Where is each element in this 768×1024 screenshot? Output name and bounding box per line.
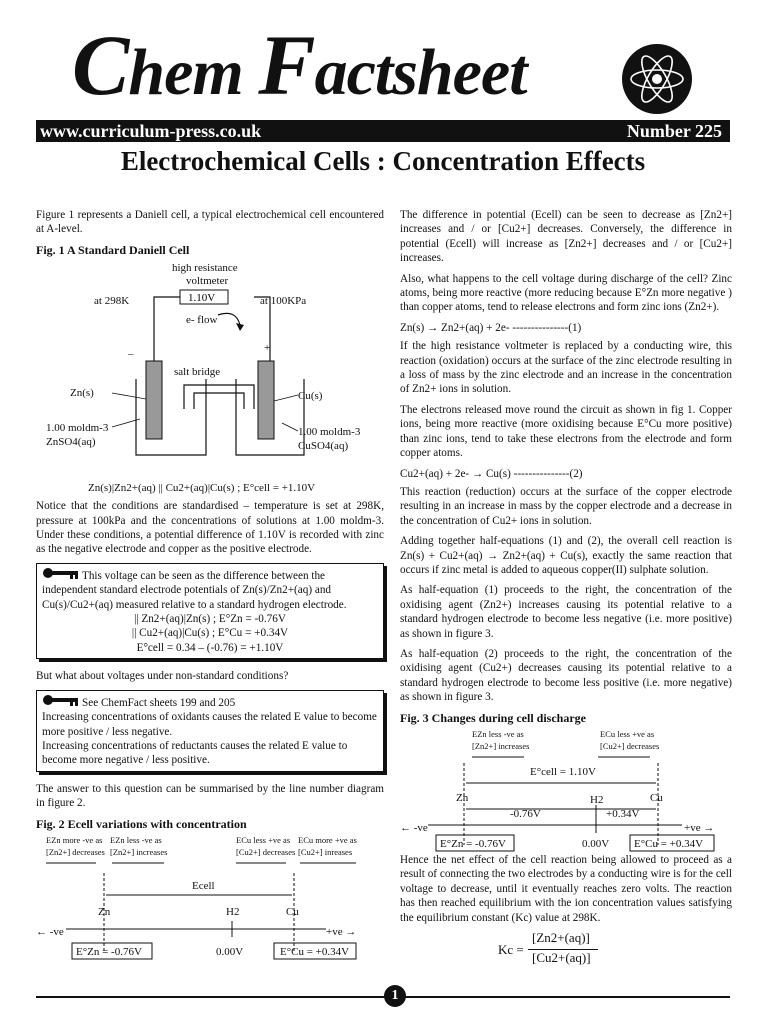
question-paragraph: But what about voltages under non-standard conditions? bbox=[36, 670, 289, 683]
key-icon bbox=[42, 567, 82, 583]
fig3-minus-076: -0.76V bbox=[510, 808, 541, 820]
page-title: Electrochemical Cells : Concentration Effects bbox=[120, 146, 646, 176]
fig3-h2: H2 bbox=[590, 794, 604, 806]
ecell-label: Ecell bbox=[192, 879, 215, 892]
cu-label: Cu(s) bbox=[298, 390, 323, 403]
oxidation-paragraph: If the high resistance voltmeter is replaced by a conducting wire, this reaction (oxidation) occurs at the surface of the zinc electrode resulting in a loss of mass by the zinc electrode and an increase in the concentration of Zn2+ ions in solution. bbox=[400, 340, 732, 396]
fig2-heading: Fig. 2 Ecell variations with concentration bbox=[36, 816, 247, 831]
key-icon-2 bbox=[42, 694, 82, 710]
daniell-cell-diagram bbox=[36, 259, 384, 499]
fig3-positive: +ve → bbox=[684, 822, 715, 834]
right-column bbox=[400, 208, 732, 971]
half-equation-1: Zn(s) → Zn2+(aq) + 2e- ---------------(1) bbox=[400, 321, 582, 334]
see-also-title: See ChemFact sheets 199 and 205 bbox=[82, 696, 236, 709]
zn-point-label: Zn bbox=[98, 905, 111, 918]
kc-expression bbox=[400, 931, 732, 971]
voltmeter-label-1: high resistance bbox=[172, 262, 238, 275]
sheet-number: Number 225 bbox=[626, 121, 722, 141]
fig3-plus-034: +0.34V bbox=[606, 808, 640, 820]
page-number: 1 bbox=[384, 985, 406, 1007]
minus-sign: – bbox=[128, 348, 134, 361]
reductant-rule: Increasing concentrations of reductants causes the related E value to become more negative / less positive. bbox=[42, 739, 348, 767]
zn-label: Zn(s) bbox=[70, 387, 94, 400]
she-value: 0.00V bbox=[216, 945, 244, 958]
fig3-zero: 0.00V bbox=[582, 838, 610, 850]
zinc-electrode bbox=[146, 361, 162, 439]
fig1-heading: Fig. 1 A Standard Daniell Cell bbox=[36, 242, 190, 257]
fig3-cu-less-1: ECu less +ve as bbox=[600, 729, 655, 739]
ecell-calculation: E°cell = 0.34 – (-0.76) = +1.10V bbox=[136, 641, 284, 654]
reduction-paragraph: This reaction (reduction) occurs at the surface of the copper electrode resulting in an increase in mass by the copper electrode and a decrease in the concentration of Cu2+ ions in solution. bbox=[400, 485, 732, 527]
standard-conditions-paragraph: Notice that the conditions are standardised – temperature is set at 298K, pressure at 100kPa and the concentrations of solutions at 1.00 moldm-3. Under these conditions, a potential difference of 1.10V is recorded with zinc as the negative electrode and copper as the positive electrode. bbox=[36, 500, 384, 556]
half-eq1-effect-paragraph: As half-equation (1) proceeds to the right, the concentration of the oxidising agent (Zn2+) increases causing its potential relative to a standard hydrogen electrode to become less negative (i.e. more positive) as shown in figure 3. bbox=[400, 584, 732, 640]
kc-numerator: [Zn2+(aq)] bbox=[532, 930, 590, 946]
cu-more-pos-1: ECu more +ve as bbox=[298, 834, 357, 845]
zn-less-neg-2: [Zn2+] increases bbox=[110, 846, 168, 857]
cu-less-pos-2: [Cu2+] decreases bbox=[236, 846, 296, 857]
negative-direction: ← -ve bbox=[36, 925, 64, 938]
brand-c: C bbox=[72, 17, 129, 113]
fig3-cu-less-2: [Cu2+] decreases bbox=[600, 741, 660, 751]
atom-logo-icon bbox=[622, 44, 692, 114]
cu-less-pos-1: ECu less +ve as bbox=[236, 834, 291, 845]
brand-f: F bbox=[258, 17, 315, 113]
fig3-heading: Fig. 3 Changes during cell discharge bbox=[400, 710, 587, 725]
cu-more-pos-2: [Cu2+] inreases bbox=[298, 846, 353, 857]
left-column bbox=[36, 208, 384, 963]
salt-bridge-label: salt bridge bbox=[174, 366, 221, 379]
temperature-label: at 298K bbox=[94, 295, 130, 308]
fig3-ecu: E°Cu = +0.34V bbox=[634, 838, 704, 850]
pressure-label: at 100KPa bbox=[260, 295, 307, 308]
overall-reaction-paragraph bbox=[400, 534, 732, 577]
right-solution-conc: 1.00 moldm-3 bbox=[298, 426, 361, 439]
ecu-value: E°Cu = +0.34V bbox=[280, 945, 350, 958]
website-url[interactable]: www.curriculum-press.co.uk bbox=[40, 121, 262, 141]
fig3-cu: Cu bbox=[650, 792, 663, 804]
cu-point-label: Cu bbox=[286, 905, 299, 918]
fig3-number-line bbox=[400, 727, 732, 853]
fig3-negative: ← -ve bbox=[400, 822, 428, 834]
key-point-box bbox=[36, 563, 384, 659]
cell-notation: Zn(s)|Zn2+(aq) || Cu2+(aq)|Cu(s) ; E°cell = +1.10V bbox=[88, 482, 316, 495]
zn-half-cell: || Zn2+(aq)|Zn(s) ; E°Zn = -0.76V bbox=[134, 613, 286, 626]
see-also-box bbox=[36, 690, 384, 772]
copper-electrode bbox=[258, 361, 274, 439]
h2-point-label: H2 bbox=[226, 905, 240, 918]
kc-denominator: [Cu2+(aq)] bbox=[532, 950, 591, 966]
intro-paragraph: Figure 1 represents a Daniell cell, a typical electrochemical cell encountered at A-level. bbox=[36, 209, 384, 236]
footer-rule bbox=[36, 996, 730, 998]
zn-more-neg-1: EZn more -ve as bbox=[46, 834, 103, 845]
fig2-number-line bbox=[36, 833, 384, 963]
equilibrium-paragraph: Hence the net effect of the cell reaction being allowed to proceed as a result of connecting the two electrodes by a conducting wire is for the cell voltage to decrease, until it eventually reaches zero volts. The reaction has then reached equilibrium with the ion concentration values satisfying the equilibrium constant (Kc) value at 298K. bbox=[400, 854, 732, 924]
half-eq2-effect-paragraph: As half-equation (2) proceeds to the right, the concentration of the oxidising agent (Cu2+) decreases causing its potential relative to a standard hydrogen electrode to become less positive (i.e. more negative) as shown in figure 3. bbox=[400, 647, 732, 704]
fig3-ezn: E°Zn = -0.76V bbox=[440, 838, 506, 850]
right-solution-name: CuSO4(aq) bbox=[298, 440, 349, 453]
half-equation-2: Cu2+(aq) + 2e- → Cu(s) ---------------(2) bbox=[400, 467, 583, 480]
electron-flow-paragraph: The electrons released move round the circuit as shown in fig 1. Copper ions, being more reactive (more oxidising because E°Cu more positive) than zinc ions, tend to take these electrons from the electrode and form copper atoms. bbox=[400, 403, 732, 460]
zn-more-neg-2: [Zn2+] decreases bbox=[46, 846, 105, 857]
positive-direction: +ve → bbox=[326, 925, 357, 938]
cu-half-cell: || Cu2+(aq)|Cu(s) ; E°Cu = +0.34V bbox=[131, 627, 289, 640]
voltmeter-reading: 1.10V bbox=[188, 292, 216, 305]
overall-reaction-note: exactly the same reaction that occurs if zinc metal is added to aqueous copper(II) sulphate solution. bbox=[400, 549, 732, 576]
summary-paragraph: The answer to this question can be summarised by the line number diagram in figure 2. bbox=[36, 782, 384, 810]
left-solution-name: ZnSO4(aq) bbox=[46, 436, 96, 449]
kc-lhs: Kc = bbox=[498, 942, 524, 958]
header-band bbox=[36, 120, 730, 142]
eflow-label: e- flow bbox=[186, 314, 218, 327]
fig3-zn-less-1: EZn less -ve as bbox=[472, 729, 524, 739]
ecell-change-paragraph: The difference in potential (Ecell) can be seen to decrease as [Zn2+] increases and / or [Cu2+] decreases. Conversely, the difference in potential (Ecell) will increase as [Zn2+] decreases and / or [Cu2+] increases. bbox=[400, 209, 732, 265]
fig3-zn: Zn bbox=[456, 792, 469, 804]
voltmeter-label-2: voltmeter bbox=[186, 275, 229, 288]
fig3-zn-less-2: [Zn2+] increases bbox=[472, 741, 530, 751]
brand-hem: hem bbox=[128, 36, 259, 109]
discharge-paragraph: Also, what happens to the cell voltage during discharge of the cell? Zinc atoms, being more reactive (more reducing because E°Zn more negative ) than copper atoms, tend to release electrons and form zinc ions (Zn2+). bbox=[400, 272, 732, 314]
plus-sign: + bbox=[264, 342, 271, 355]
brand-title bbox=[72, 17, 527, 113]
fig3-ecell: E°cell = 1.10V bbox=[530, 766, 596, 778]
ezn-value: E°Zn = -0.76V bbox=[76, 945, 142, 958]
overall-reaction-text: Adding together half-equations (1) and (2), the overall cell reaction is Zn(s) + Cu2+(aq) → Zn2+(aq) + Cu(s), bbox=[400, 535, 732, 562]
key-box-text: This voltage can be seen as the difference between the independent standard electrode potentials of Zn(s)/Zn2+(aq) and Cu(s)/Cu2+(aq) measured relative to a standard hydrogen electrode. bbox=[42, 569, 347, 611]
left-solution-conc: 1.00 moldm-3 bbox=[46, 422, 109, 435]
oxidant-rule: Increasing concentrations of oxidants causes the related E value to become more positive / less negative. bbox=[42, 711, 377, 738]
zn-less-neg-1: EZn less -ve as bbox=[110, 834, 162, 845]
brand-actsheet: actsheet bbox=[314, 36, 527, 109]
